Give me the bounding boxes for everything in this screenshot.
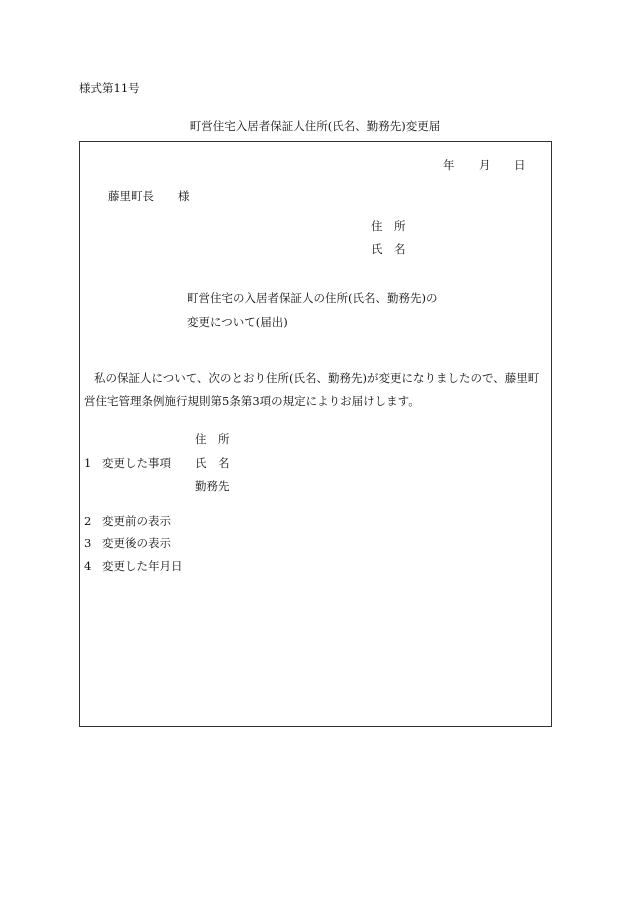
date-year-label: 年 <box>443 158 455 172</box>
date-day-label: 日 <box>514 158 526 172</box>
submitter-name-label: 氏 名 <box>371 242 406 256</box>
body-line-1: 私の保証人について、次のとおり住所(氏名、勤務先)が変更になりましたので、藤里町 <box>94 371 540 385</box>
addressee-name: 藤里町長 <box>108 189 154 203</box>
subject-line-2: 変更について(届出) <box>187 315 288 329</box>
item-1-option-workplace: 勤務先 <box>195 479 230 493</box>
submitter-address-label: 住 所 <box>371 219 406 233</box>
date-month-label: 月 <box>479 158 491 172</box>
addressee-honorific: 様 <box>178 189 190 203</box>
item-1-option-name: 氏 名 <box>195 456 230 470</box>
item-1-label: 変更した事項 <box>102 456 171 470</box>
item-2-label: 変更前の表示 <box>102 514 171 528</box>
form-number: 様式第11号 <box>79 81 140 95</box>
item-1-option-address: 住 所 <box>195 432 230 446</box>
item-1-number: 1 <box>84 456 92 470</box>
form-frame <box>79 141 552 727</box>
item-4-number: 4 <box>84 559 92 573</box>
body-line-2: 営住宅管理条例施行規則第5条第3項の規定によりお届けします。 <box>84 394 420 408</box>
item-2-number: 2 <box>84 514 92 528</box>
item-3-label: 変更後の表示 <box>102 536 171 550</box>
item-4-label: 変更した年月日 <box>102 559 183 573</box>
item-3-number: 3 <box>84 536 92 550</box>
subject-line-1: 町営住宅の入居者保証人の住所(氏名、勤務先)の <box>187 291 438 305</box>
document-title: 町営住宅入居者保証人住所(氏名、勤務先)変更届 <box>189 119 441 133</box>
